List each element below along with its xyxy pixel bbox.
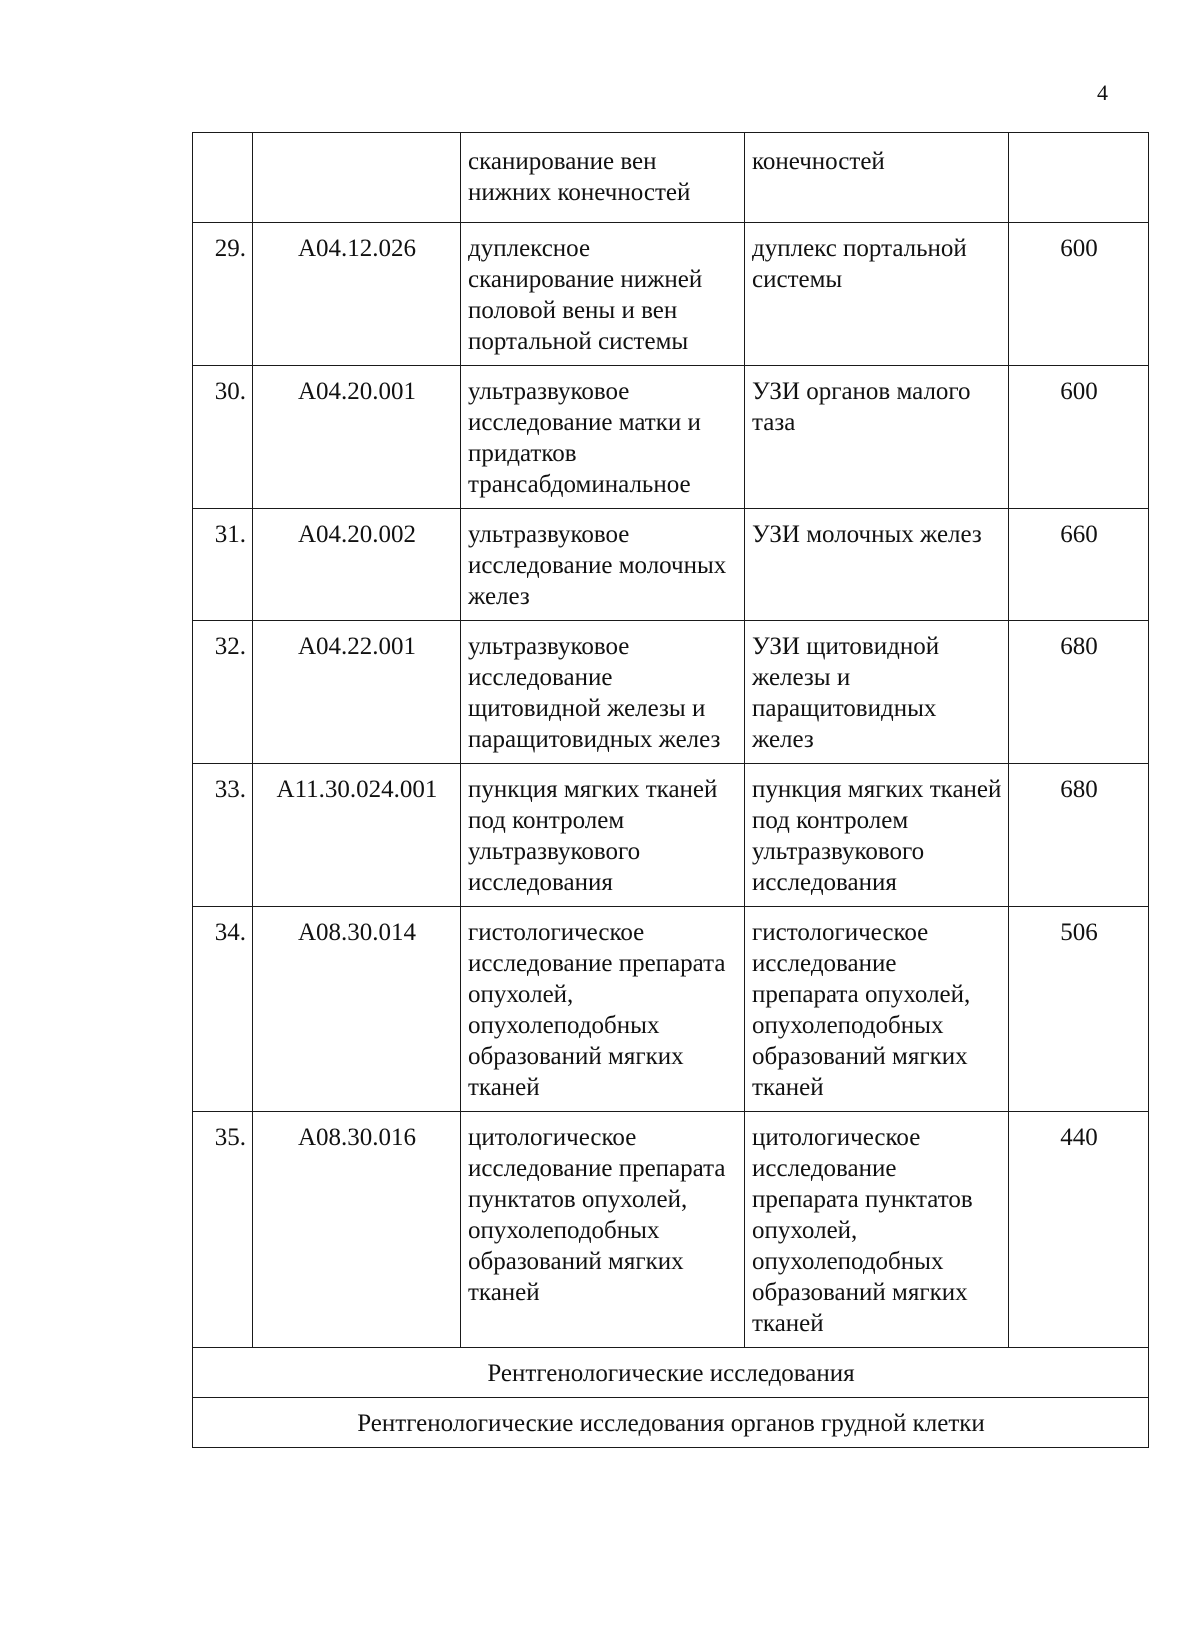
- service-short-name: пункция мягких тканей под контролем ультразвукового исследования: [745, 764, 1009, 907]
- section-row: [193, 1348, 1149, 1398]
- service-short-name: гистологическое исследование препарата опухолей, опухолеподобных образований мягких тканей: [745, 907, 1009, 1112]
- service-short-name: УЗИ щитовидной железы и паращитовидных желез: [745, 621, 1009, 764]
- section-heading: Рентгенологические исследования органов грудной клетки: [193, 1398, 1149, 1448]
- service-code: A08.30.016: [253, 1112, 461, 1348]
- table-row: [193, 223, 1149, 366]
- service-short-name: УЗИ органов малого таза: [745, 366, 1009, 509]
- service-price: [1009, 133, 1149, 223]
- row-number: 35.: [193, 1112, 253, 1348]
- service-name: ультразвуковое исследование щитовидной железы и паращитовидных желез: [461, 621, 745, 764]
- table-row: [193, 133, 1149, 223]
- price-table: [192, 132, 1149, 1448]
- table-row: [193, 366, 1149, 509]
- service-name: цитологическое исследование препарата пунктатов опухолей, опухолеподобных образований мягких тканей: [461, 1112, 745, 1348]
- table-row: [193, 764, 1149, 907]
- row-number: 32.: [193, 621, 253, 764]
- table-row: [193, 1112, 1149, 1348]
- service-name: пункция мягких тканей под контролем ультразвукового исследования: [461, 764, 745, 907]
- service-code: A11.30.024.001: [253, 764, 461, 907]
- row-number: 31.: [193, 509, 253, 621]
- service-price: 680: [1009, 764, 1149, 907]
- service-price: 506: [1009, 907, 1149, 1112]
- section-row: [193, 1398, 1149, 1448]
- service-code: A08.30.014: [253, 907, 461, 1112]
- section-heading: Рентгенологические исследования: [193, 1348, 1149, 1398]
- row-number: 34.: [193, 907, 253, 1112]
- service-price: 660: [1009, 509, 1149, 621]
- row-number: 29.: [193, 223, 253, 366]
- service-short-name: дуплекс портальной системы: [745, 223, 1009, 366]
- service-code: A04.12.026: [253, 223, 461, 366]
- service-short-name: цитологическое исследование препарата пунктатов опухолей, опухолеподобных образований мягких тканей: [745, 1112, 1009, 1348]
- service-code: A04.22.001: [253, 621, 461, 764]
- service-code: [253, 133, 461, 223]
- service-name: сканирование вен нижних конечностей: [461, 133, 745, 223]
- service-short-name: конечностей: [745, 133, 1009, 223]
- service-price: 600: [1009, 223, 1149, 366]
- service-price: 440: [1009, 1112, 1149, 1348]
- table-row: [193, 509, 1149, 621]
- service-name: ультразвуковое исследование молочных желез: [461, 509, 745, 621]
- service-short-name: УЗИ молочных желез: [745, 509, 1009, 621]
- service-name: гистологическое исследование препарата опухолей, опухолеподобных образований мягких тканей: [461, 907, 745, 1112]
- service-price: 680: [1009, 621, 1149, 764]
- row-number: 33.: [193, 764, 253, 907]
- service-code: A04.20.001: [253, 366, 461, 509]
- service-name: ультразвуковое исследование матки и придатков трансабдоминальное: [461, 366, 745, 509]
- page-number: 4: [1097, 80, 1108, 105]
- table-row: [193, 907, 1149, 1112]
- service-code: A04.20.002: [253, 509, 461, 621]
- service-price: 600: [1009, 366, 1149, 509]
- service-name: дуплексное сканирование нижней половой вены и вен портальной системы: [461, 223, 745, 366]
- row-number: 30.: [193, 366, 253, 509]
- row-number: [193, 133, 253, 223]
- table-row: [193, 621, 1149, 764]
